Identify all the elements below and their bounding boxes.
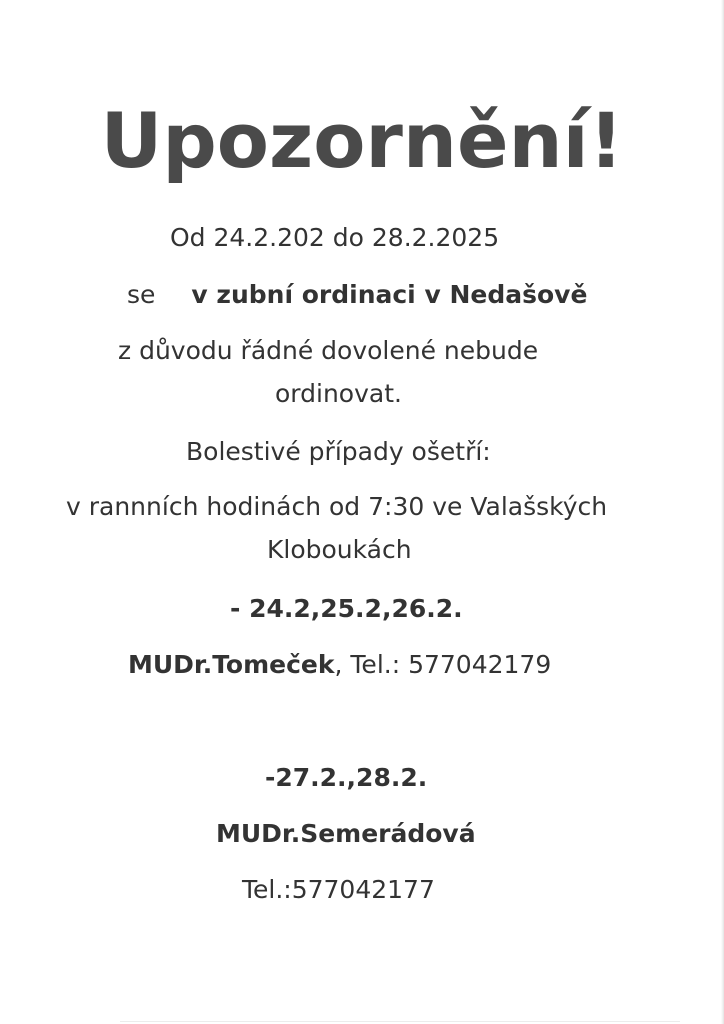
emergency-heading: Bolestivé případy ošetří: bbox=[186, 437, 491, 466]
notice-title: Upozornění! bbox=[100, 96, 624, 185]
scan-edge-bottom bbox=[120, 1021, 680, 1022]
first-phone: , Tel.: 577042179 bbox=[334, 650, 552, 679]
first-doctor-name: MUDr.Tomeček bbox=[128, 650, 335, 679]
second-dates: -27.2.,28.2. bbox=[265, 763, 428, 792]
location-name: v zubní ordinaci v Nedašově bbox=[191, 280, 588, 309]
location-line bbox=[0, 279, 724, 311]
morning-hours-line-1: v rannních hodinách od 7:30 ve Valašských bbox=[66, 492, 608, 521]
second-phone: Tel.:577042177 bbox=[242, 875, 435, 904]
reason-line-2: ordinovat. bbox=[275, 379, 402, 408]
date-range: Od 24.2.202 do 28.2.2025 bbox=[170, 223, 500, 252]
first-contact bbox=[0, 649, 724, 681]
first-dates: - 24.2,25.2,26.2. bbox=[230, 594, 463, 623]
location-prefix: se bbox=[127, 280, 156, 309]
morning-hours-line-2: Kloboukách bbox=[267, 535, 412, 564]
reason-line-1: z důvodu řádné dovolené nebude bbox=[118, 336, 539, 365]
second-doctor-name: MUDr.Semerádová bbox=[216, 819, 476, 848]
